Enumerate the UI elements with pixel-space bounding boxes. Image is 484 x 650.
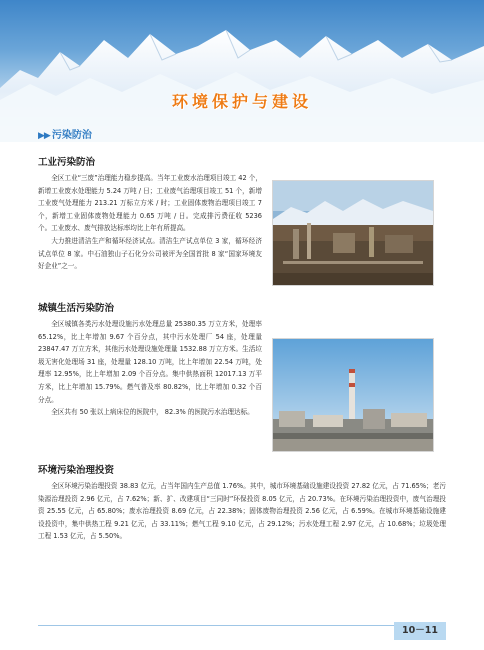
- urban-heading: 城镇生活污染防治: [38, 303, 115, 314]
- city-chimney-photo: [272, 338, 434, 452]
- investment-paragraph-1: 全区环境污染治理投资 38.83 亿元，占当年国内生产总值 1.76%。其中，城市环境基础设施建设投资 27.82 亿元，占 71.65%；老污染源治理投资 2.96 亿元，占 7.62%；新、扩、改建项目“三同时”环保投资 8.05 亿元，占 20.73%。在环境污染治理投资中，废气治理投资 25.55 亿元，占 65.80%；废水治理投资 8.69 亿元，占 22.38%；固体废物治理投资 2.56 亿元，占 6.59%。在城市环境基础设施建设投资中，集中供热工程 9.21 亿元，占 33.11%；燃气工程 9.10 亿元，占 29.12%；污水处理工程 2.97 亿元，占 10.68%；垃圾处理工程 1.53 亿元，占 5.50%。: [38, 482, 446, 541]
- investment-text: [38, 480, 446, 543]
- industrial-text: [38, 172, 262, 273]
- urban-paragraph-1: 全区城镇各类污水处理设施污水处理总量 25380.35 万立方米，处理率 65.12%，比上年增加 9.67 个百分点，其中污水处理厂 54 座，处理量 23847.47 万立方米，其他污水处理设施处理量 1532.88 万立方米。生活垃圾无害化处理场 31 座，处理量 128.10 万吨，比上年增加 22.54 万吨，处理率 12.95%，比上年增加 2.09 个百分点。集中供热面积 12017.13 万平方米，比上年增加 15.79%。燃气普及率 80.82%，比上年增加 0.32 个百分点。: [38, 320, 262, 404]
- urban-text: [38, 318, 262, 419]
- section-title: 污染防治: [51, 130, 92, 141]
- industrial-heading: 工业污染防治: [38, 157, 96, 168]
- mountain-banner: [0, 0, 484, 142]
- industrial-plant-photo: [272, 180, 434, 286]
- page-title: 环境保护与建设: [171, 92, 312, 111]
- urban-paragraph-2: 全区共有 50 张以上病床位的医院中， 82.3% 的医院污水治理达标。: [51, 408, 254, 417]
- page-number: 10－11: [394, 622, 446, 640]
- investment-heading: 环境污染治理投资: [38, 465, 115, 476]
- snow-mountain-image: [0, 0, 484, 142]
- industrial-paragraph-1: 全区工业“三废”治理能力稳步提高。当年工业废水治理项目竣工 42 个，新增工业废水处理能力 5.24 万吨 / 日；工业废气治理项目竣工 51 个，新增工业废气处理能力 213.21 万标立方米 / 时；工业固体废物治理项目竣工 7 个，新增工业固体废物处理能力 0.65 万吨 / 日。完成排污费征收 5236 个。工业废水、废气排放达标率均比上年有所提高。: [38, 174, 262, 233]
- double-arrow-icon: ▶▶: [38, 131, 50, 141]
- footer-divider: [38, 625, 446, 626]
- industrial-paragraph-2: 大力推进清洁生产和循环经济试点。清洁生产试点单位 3 家，循环经济试点单位 8 家。中石油独山子石化分公司被评为全国首批 8 家“国家环境友好企业”之一。: [38, 236, 262, 271]
- section-header: [38, 126, 92, 141]
